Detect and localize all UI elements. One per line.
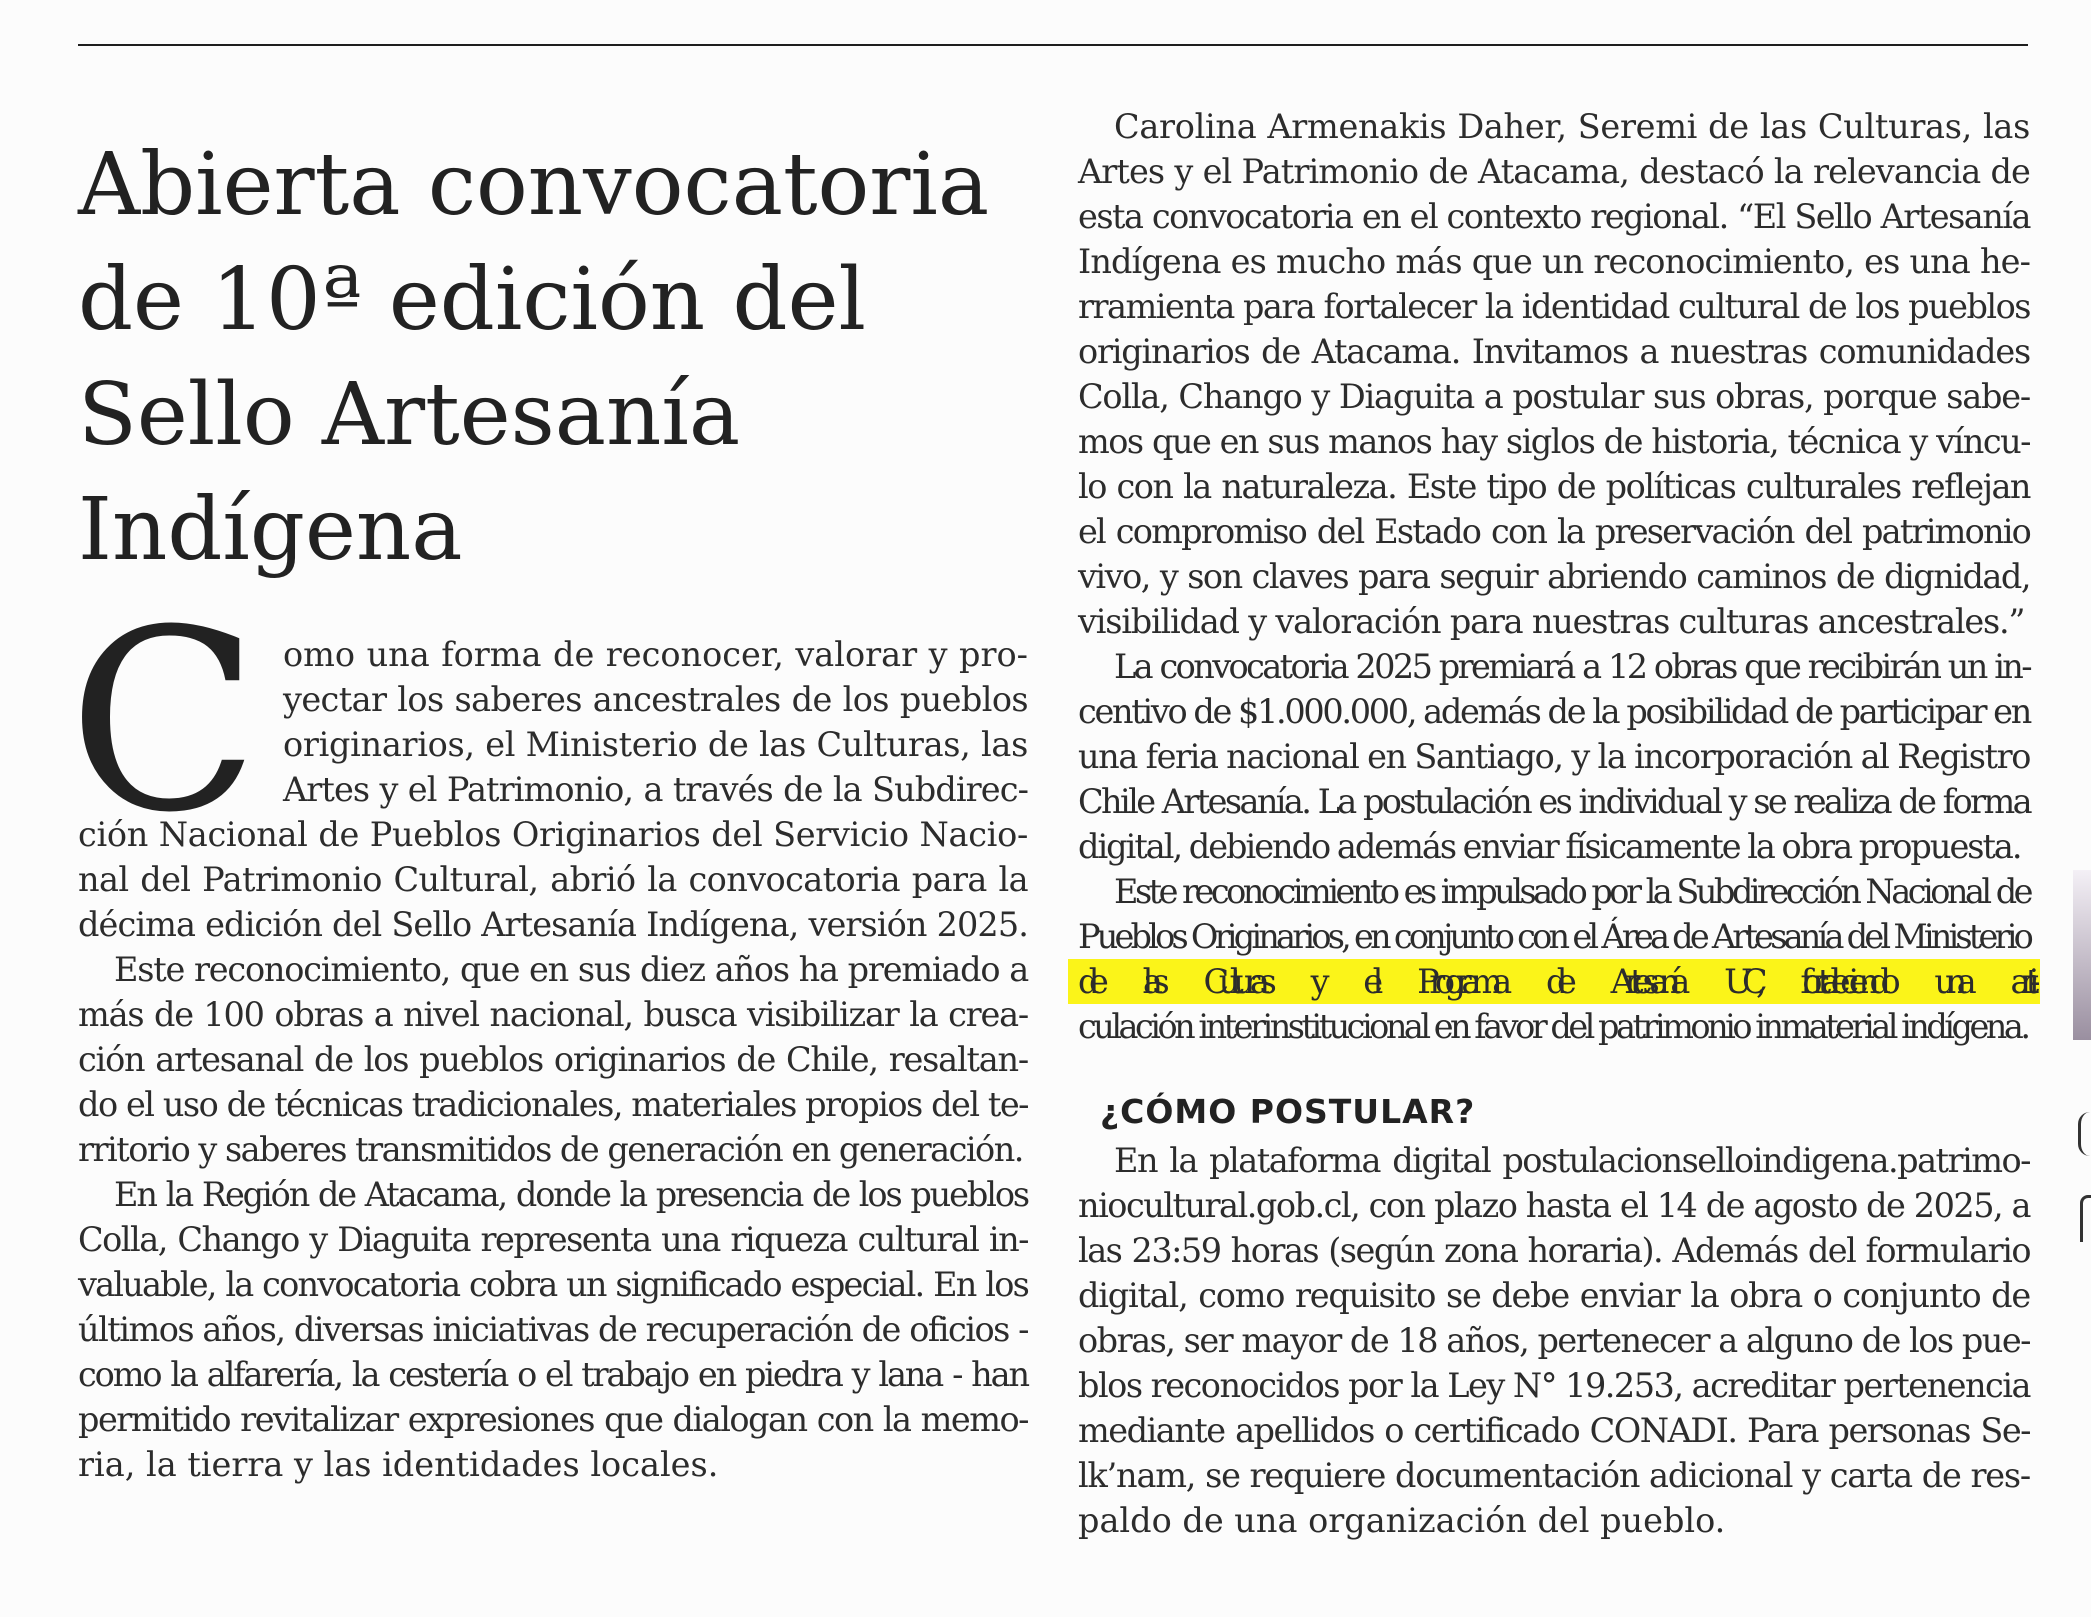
text-line: el compromiso del Estado con la preservación del patrimonio xyxy=(1078,512,2030,551)
text-line: centivo de $1.000.000, además de la posibilidad de participar en xyxy=(1078,692,2030,731)
section-subhead: ¿CÓMO POSTULAR? xyxy=(1100,1092,1476,1131)
text-line: Artes y el Patrimonio de Atacama, destacó la relevancia de xyxy=(1078,152,2030,191)
postular-column xyxy=(1078,1138,2030,1543)
text-line: originarios, el Ministerio de las Culturas, las xyxy=(283,725,1028,764)
text-line: digital, debiendo además enviar físicamente la obra propuesta. xyxy=(1078,827,2021,866)
text-line: La convocatoria 2025 premiará a 12 obras que recibirán un in- xyxy=(1114,647,2030,686)
drop-cap: C xyxy=(68,576,260,867)
text-line: más de 100 obras a nivel nacional, busca visibilizar la crea- xyxy=(78,995,1028,1034)
text-line: Artes y el Patrimonio, a través de la Subdirec- xyxy=(283,770,1028,809)
text-line: digital, como requisito se debe enviar la obra o conjunto de xyxy=(1078,1276,2030,1315)
text-line: culación interinstitucional en favor del patrimonio inmaterial indígena. xyxy=(1078,1007,2028,1046)
text-line: lk’nam, se requiere documentación adicional y carta de res- xyxy=(1078,1456,2030,1495)
text-line: lo con la naturaleza. Este tipo de políticas culturales reflejan xyxy=(1078,467,2030,506)
text-line: Indígena es mucho más que un reconocimiento, es una he- xyxy=(1078,242,2030,281)
text-line: las 23:59 horas (según zona horaria). Además del formulario xyxy=(1078,1231,2030,1270)
text-line: esta convocatoria en el contexto regional. “El Sello Artesanía xyxy=(1078,197,2030,236)
text-line: permitido revitalizar expresiones que dialogan con la memo- xyxy=(78,1400,1028,1439)
text-line: nal del Patrimonio Cultural, abrió la convocatoria para la xyxy=(78,860,1028,899)
text-line: valuable, la convocatoria cobra un significado especial. En los xyxy=(78,1265,1028,1304)
text-line: rramienta para fortalecer la identidad cultural de los pueblos xyxy=(1078,287,2030,326)
text-line: niocultural.gob.cl, con plazo hasta el 14 de agosto de 2025, a xyxy=(1078,1186,2030,1225)
text-line: una feria nacional en Santiago, y la incorporación al Registro xyxy=(1078,737,2030,776)
text-line: Colla, Chango y Diaguita representa una riqueza cultural in- xyxy=(78,1220,1028,1259)
right-column xyxy=(1078,104,2030,1049)
headline-line: de 10ª edición del xyxy=(78,250,866,350)
top-rule xyxy=(78,44,2028,46)
text-line: obras, ser mayor de 18 años, pertenecer a alguno de los pue- xyxy=(1078,1321,2030,1360)
page-edge-mark xyxy=(2080,1195,2091,1242)
headline-line: Sello Artesanía xyxy=(78,365,741,465)
headline xyxy=(78,128,1038,588)
text-line: do el uso de técnicas tradicionales, materiales propios del te- xyxy=(78,1085,1028,1124)
text-line: Carolina Armenakis Daher, Seremi de las Culturas, las xyxy=(1114,107,2030,146)
text-line: ria, la tierra y las identidades locales. xyxy=(78,1445,719,1484)
text-line: originarios de Atacama. Invitamos a nuestras comunidades xyxy=(1078,332,2030,371)
text-line: paldo de una organización del pueblo. xyxy=(1078,1501,1726,1540)
text-line: mos que en sus manos hay siglos de historia, técnica y víncu- xyxy=(1078,422,2030,461)
text-line: décima edición del Sello Artesanía Indígena, versión 2025. xyxy=(78,905,1028,944)
text-line: En la plataforma digital postulacionselloindigena.patrimo- xyxy=(1114,1141,2030,1180)
text-line: blos reconocidos por la Ley N° 19.253, acreditar pertenencia xyxy=(1078,1366,2030,1405)
text-line: rritorio y saberes transmitidos de generación en generación. xyxy=(78,1130,1023,1169)
text-line: mediante apellidos o certificado CONADI. Para personas Se- xyxy=(1078,1411,2030,1450)
headline-line: Abierta convocatoria xyxy=(78,135,990,235)
text-line: Chile Artesanía. La postulación es individual y se realiza de forma xyxy=(1078,782,2030,821)
headline-line: Indígena xyxy=(78,480,463,580)
page-edge-shadow xyxy=(2073,870,2091,1040)
text-line: Colla, Chango y Diaguita a postular sus obras, porque sabe- xyxy=(1078,377,2030,416)
text-line: como la alfarería, la cestería o el trabajo en piedra y lana - han xyxy=(78,1355,1028,1394)
text-line: últimos años, diversas iniciativas de recuperación de oficios - xyxy=(78,1310,1028,1349)
text-line: Pueblos Originarios, en conjunto con el Área de Artesanía del Ministerio xyxy=(1078,917,2030,956)
text-line: omo una forma de reconocer, valorar y pro- xyxy=(283,635,1028,674)
page-edge-mark xyxy=(2078,1112,2091,1156)
text-line: yectar los saberes ancestrales de los pueblos xyxy=(283,680,1028,719)
text-line: Este reconocimiento es impulsado por la Subdirección Nacional de xyxy=(1114,872,2030,911)
text-line: vivo, y son claves para seguir abriendo caminos de dignidad, xyxy=(1078,557,2030,596)
text-line: ción artesanal de los pueblos originarios de Chile, resaltan- xyxy=(78,1040,1028,1079)
highlighted-line: de las Culturas y el Programa de Artesanía UC, fortaleciendo una arti- xyxy=(1068,959,2040,1004)
left-column xyxy=(78,632,1028,1487)
text-line: visibilidad y valoración para nuestras culturas ancestrales.” xyxy=(1078,602,2025,641)
text-line: En la Región de Atacama, donde la presencia de los pueblos xyxy=(114,1175,1028,1214)
text-line: Este reconocimiento, que en sus diez años ha premiado a xyxy=(114,950,1028,989)
text-line: ción Nacional de Pueblos Originarios del Servicio Nacio- xyxy=(78,815,1028,854)
